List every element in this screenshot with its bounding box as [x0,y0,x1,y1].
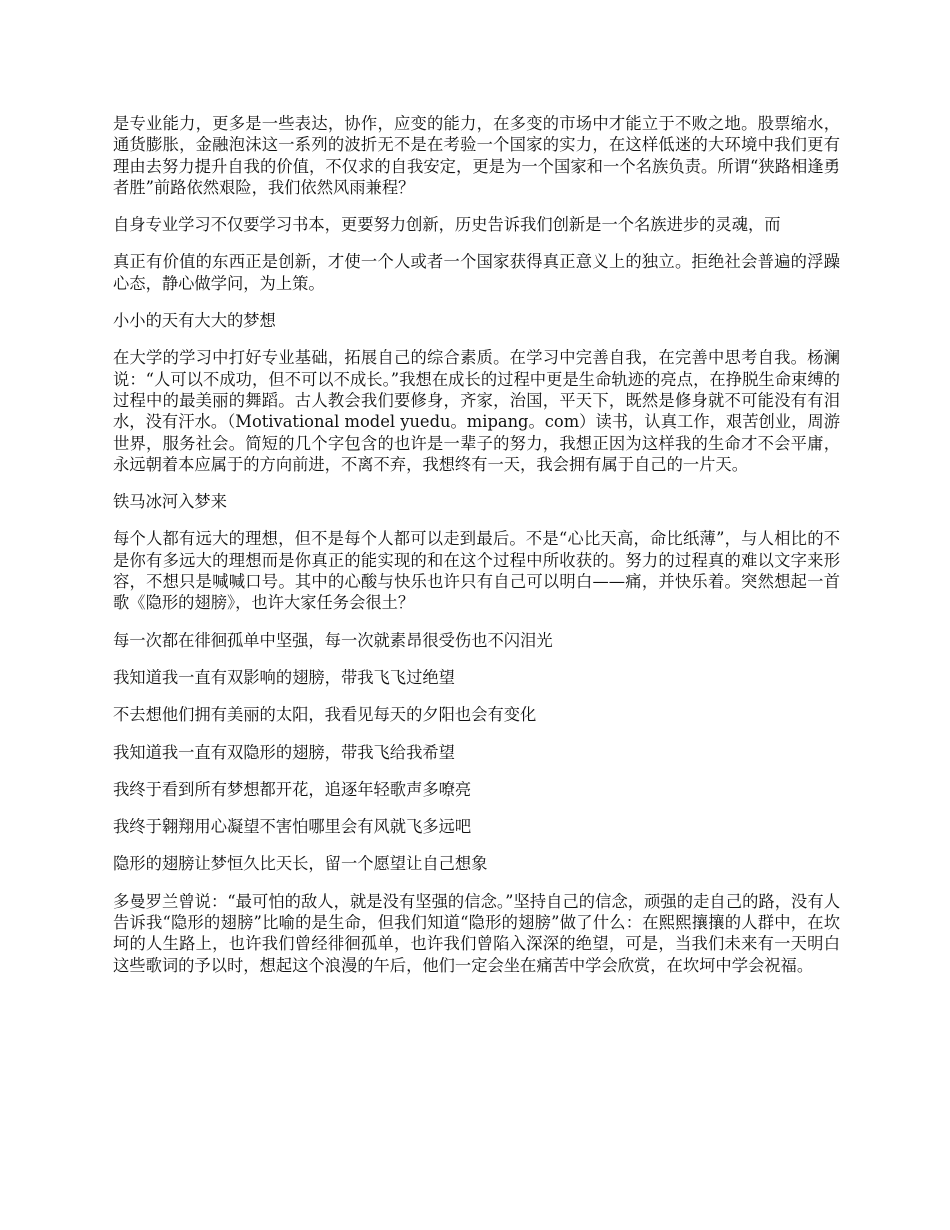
paragraph-value: 真正有价值的东西正是创新，才使一个人或者一个国家获得真正意义上的独立。拒绝社会普遍的浮躁心态，静心做学问，为上策。 [113,252,840,293]
lyric-line: 隐形的翅膀让梦恒久比天长，留一个愿望让自己想象 [113,854,488,874]
paragraph-conclusion: 多曼罗兰曾说：“最可怕的敌人，就是没有坚强的信念。”坚持自己的信念，顽强的走自己的路，没有人告诉我“隐形的翅膀”比喻的是生命，但我们知道“隐形的翅膀”做了什么：在熙熙攘攘的人群中，在坎坷的人生路上，也许我们曾经徘徊孤单，也许我们曾陷入深深的绝望，可是，当我们未来有一天明白这些歌词的予以时，想起这个浪漫的午后，他们一定会坐在痛苦中学会欣赏，在坎坷中学会祝福。 [113,891,840,975]
paragraph-university-study: 在大学的学习中打好专业基础，拓展自己的综合素质。在学习中完善自我，在完善中思考自我。杨澜说：“人可以不成功，但不可以不成长。”我想在成长的过程中更是生命轨迹的亮点，在挣脱生命束缚的过程中的最美丽的舞蹈。古人教会我们要修身，齐家，治国，平天下，既然是修身就不可能没有有泪水，没有汗水。（Motivational model yuedu。mipang。com）读书，认真工作，艰苦创业，周游世界，服务社会。简短的几个字包含的也许是一辈子的努力，我想正因为这样我的生命才不会平庸，永远朝着本应属于的方向前进，不离不弃，我想终有一天，我会拥有属于自己的一片天。 [113,348,840,474]
lyric-line: 不去想他们拥有美丽的太阳，我看见每天的夕阳也会有变化 [113,705,537,725]
lyric-line: 每一次都在徘徊孤单中坚强，每一次就素昂很受伤也不闪泪光 [113,630,553,650]
lyric-line: 我知道我一直有双隐形的翅膀，带我飞给我希望 [113,742,455,762]
lyric-line: 我终于看到所有梦想都开花，追逐年轻歌声多嘹亮 [113,779,472,799]
section-heading-iron-horse: 铁马冰河入梦来 [113,492,227,512]
paragraph-innovation: 自身专业学习不仅要学习书本，更要努力创新，历史告诉我们创新是一个名族进步的灵魂，而 [113,215,781,235]
lyric-line: 我知道我一直有双影响的翅膀，带我飞飞过绝望 [113,667,455,687]
document-body [113,113,840,992]
paragraph-ideals: 每个人都有远大的理想，但不是每个人都可以走到最后。不是“心比天高，命比纸薄”，与人相比的不是你有多远大的理想而是你真正的能实现的和在这个过程中所收获的。努力的过程真的难以文字来形容，不想只是喊喊口号。其中的心酸与快乐也许只有自己可以明白——痛，并快乐着。突然想起一首歌《隐形的翅膀》，也许大家任务会很土？ [113,529,840,613]
paragraph-intro: 是专业能力，更多是一些表达，协作，应变的能力，在多变的市场中才能立于不败之地。股票缩水，通货膨胀，金融泡沫这一系列的波折无不是在考验一个国家的实力，在这样低迷的大环境中我们更有理由去努力提升自我的价值，不仅求的自我安定，更是为一个国家和一个名族负责。所谓“狭路相逢勇者胜”前路依然艰险，我们依然风雨兼程？ [113,114,840,197]
lyric-line: 我终于翱翔用心凝望不害怕哪里会有风就飞多远吧 [113,817,472,837]
section-heading-dream: 小小的天有大大的梦想 [113,311,276,331]
